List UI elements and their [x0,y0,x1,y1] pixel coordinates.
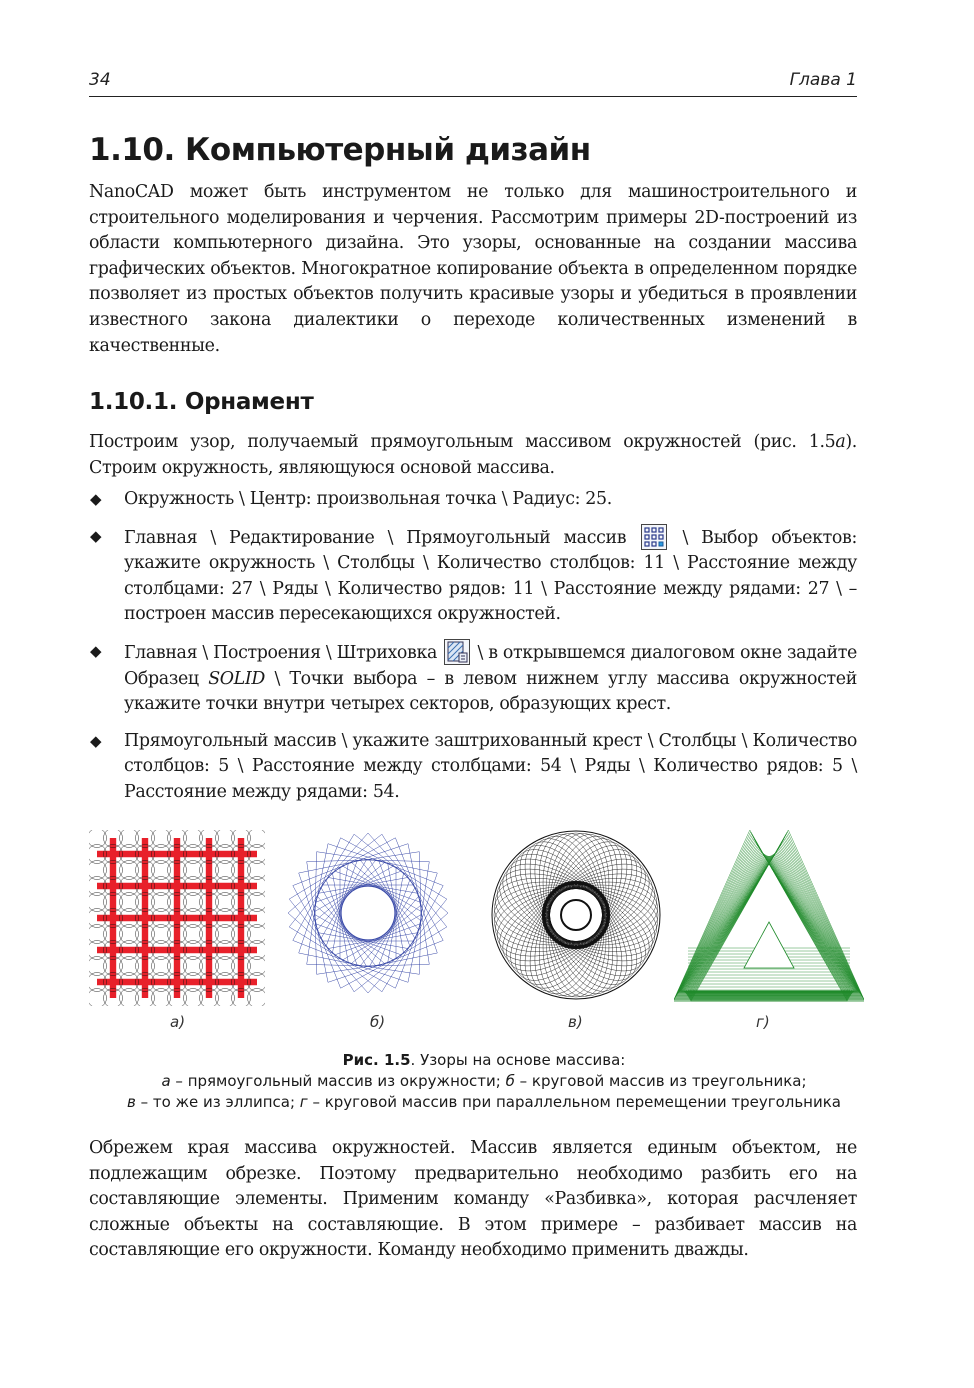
subsection-title: 1.10.1. Орнамент [89,389,314,415]
list-item [89,639,857,718]
bullet-text: Главная \ Редактирование \ Прямоугольный массив [124,527,627,548]
intro-paragraph: NanoCAD может быть инструментом не только для машиностроительного и строительного моделирования и черчения. Рассмотрим примеры 2D-построений из области компьютерного дизайна. Это узоры, основанные на создании массива графических объектов. Многократное копирование объекта в определенном порядке позволяет из простых объектов получить красивые узоры и убедиться в проявлении известного закона диалектики о переходе количественных изменений в качественные. [89,182,857,356]
bullet-text-cont: \ Выбор объектов: укажите окружность \ Столбцы \ Количество столбцов: 11 \ Расстояние между столбцами: 27 \ Ряды \ Количество рядов: 11 \ Расстояние между рядами: 27 \ – построен массив пересекающихся окружностей. [124,527,857,625]
header-rule [89,96,857,97]
diamond-bullet-icon: ◆ [90,490,102,508]
caption-text-b: – круговой массив из треугольника; [514,1072,807,1090]
bullet-text-mid: \ в открывшемся диалоговом окне задайте Образец [124,642,857,689]
caption-letter-b: б [505,1072,515,1090]
hatch-icon [444,639,470,665]
section-title: 1.10. Компьютерный дизайн [89,132,591,168]
ornament-text-1: Построим узор, получаемый прямоугольным массивом окружностей (рис. 1.5 [89,432,836,452]
caption-line-1 [89,1050,879,1071]
bullet-text: Прямоугольный массив \ укажите заштрихованный крест \ Столбцы \ Количество столбцов: 5 \ Расстояние между столбцами: 54 \ Ряды \ Количество рядов: 5 \ Расстояние между рядами: 54. [124,730,857,802]
figure-label-a: а) [170,1013,186,1031]
caption-ref: Рис. 1.5 [342,1051,411,1069]
ornament-paragraph [89,430,857,481]
figure-caption [89,1050,879,1113]
figure-d-triangle-translated-array [674,830,864,1006]
list-item [89,729,857,806]
bullet-text-cont: \ Точки выбора – в левом нижнем углу массива окружностей укажите точки внутри четырех секторов, образующих крест. [124,668,857,715]
diamond-bullet-icon: ◆ [90,526,102,545]
figure-1-5 [89,830,879,1010]
caption-text-d: – круговой массив при параллельном перемещении треугольника [307,1093,841,1111]
bullet-pattern-name: SOLID [208,668,265,689]
diamond-bullet-icon: ◆ [90,641,102,660]
ornament-fig-letter: а [835,432,846,452]
caption-line-3 [89,1092,879,1113]
caption-letter-c: в [126,1093,136,1111]
caption-text-c: – то же из эллипса; [135,1093,300,1111]
figure-label-c: в) [568,1013,583,1031]
list-item [89,487,857,513]
rect-array-icon [641,524,667,550]
page-number: 34 [89,70,111,90]
ornament-text-2: ). Строим окружность, являющуюся основой массива. [89,432,857,478]
caption-title: . Узоры на основе массива: [410,1051,626,1069]
instruction-list [89,487,857,817]
figure-label-b: б) [370,1013,386,1031]
caption-line-2 [89,1071,879,1092]
caption-letter-a: а [161,1072,171,1090]
bullet-text: Главная \ Построения \ Штриховка [124,642,438,663]
chapter-label: Глава 1 [789,70,857,90]
figure-c-ellipse-circular-array [491,830,661,1000]
caption-letter-d: г [299,1093,308,1111]
after-figure-paragraph: Обрежем края массива окружностей. Массив является единым объектом, не подлежащим обрезке. Поэтому предварительно необходимо разбить его на составляющие элементы. Применим команду «Разбивка», которая расчленяет сложные объекты на составляющие. В этом примере – разбивает массив на составляющие его окружности. Команду необходимо применить дважды. [89,1138,857,1261]
diamond-bullet-icon: ◆ [90,731,102,750]
bullet-text: Окружность \ Центр: произвольная точка \ Радиус: 25. [124,489,612,509]
running-header [89,68,857,94]
figure-a-ornament [89,830,265,1006]
caption-text-a: – прямоугольный массив из окружности; [170,1072,506,1090]
figure-label-d: г) [756,1013,770,1031]
list-item [89,524,857,628]
figure-b-triangle-circular-array [285,830,451,996]
